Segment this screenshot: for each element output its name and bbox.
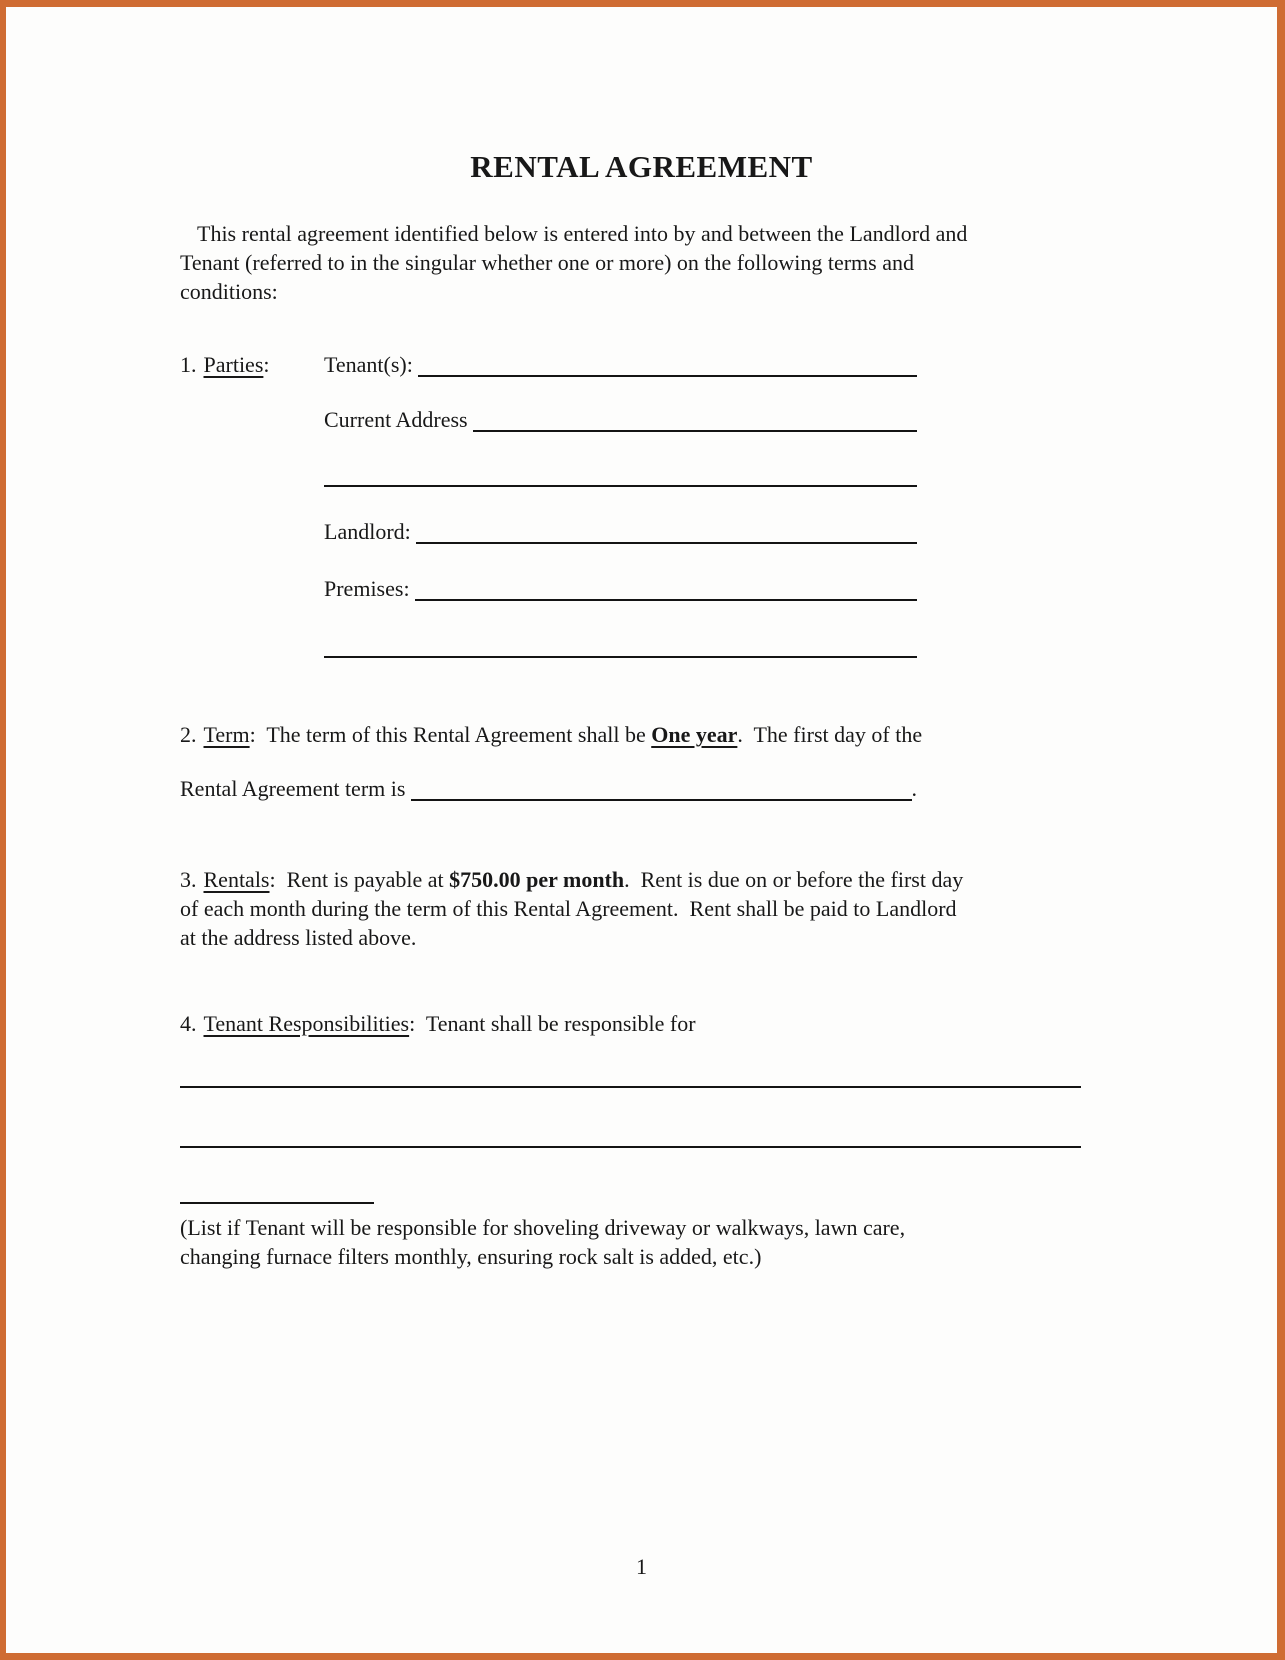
note-line-2: changing furnace filters monthly, ensuring rock salt is added, etc.) [180, 1244, 762, 1269]
field-label-current-address: Current Address [324, 407, 474, 432]
intro-line-1: This rental agreement identified below is entered into by and between the Landlord and [197, 221, 968, 246]
fill-in-line-responsibilities-2 [180, 1146, 1081, 1148]
term-fill-row [180, 775, 917, 803]
field-label-premises: Premises: [324, 576, 416, 601]
fill-in-line-tenants [418, 351, 917, 377]
section-label-responsibilities: Tenant Responsibilities [203, 1011, 410, 1036]
section-label-rentals: Rentals [203, 867, 270, 892]
fill-in-line-premises [415, 575, 917, 601]
responsibilities-heading [180, 1010, 1028, 1038]
section-number-term: 2. [180, 722, 197, 747]
note-line-1: (List if Tenant will be responsible for shoveling driveway or walkways, lawn care, [180, 1215, 906, 1240]
field-row-premises [324, 575, 917, 603]
field-row-current-address [324, 406, 917, 434]
field-row-address-continuation [324, 461, 917, 489]
section-number-parties: 1. [180, 352, 197, 377]
rent-amount: $750.00 per month [449, 867, 625, 892]
section-number-responsibilities: 4. [180, 1011, 197, 1036]
intro-line-2: Tenant (referred to in the singular whether one or more) on the following terms and [180, 250, 914, 275]
term-text-after: . The first day of the [737, 722, 923, 747]
section-colon-parties: : [263, 352, 270, 377]
fill-in-line-address-continuation [324, 461, 917, 487]
intro-line-3: conditions: [180, 279, 278, 304]
term-sentence [180, 721, 1028, 749]
term-highlight: One year [651, 722, 738, 747]
field-label-tenants: Tenant(s): [324, 352, 419, 377]
section-number-rentals: 3. [180, 867, 197, 892]
section-term [180, 721, 1028, 803]
fill-in-line-term-date [411, 775, 912, 801]
intro-paragraph [180, 219, 1028, 306]
field-row-premises-continuation [324, 632, 917, 660]
fill-in-line-current-address [473, 406, 917, 432]
responsibilities-note [180, 1213, 1028, 1271]
fill-in-line-premises-continuation [324, 632, 917, 658]
document-title: RENTAL AGREEMENT [470, 149, 813, 184]
fill-in-line-responsibilities-1 [180, 1086, 1081, 1088]
section-responsibilities [180, 1010, 1028, 1271]
parties-fields [324, 351, 917, 660]
section-parties [180, 351, 1028, 660]
section-heading-parties [180, 351, 324, 660]
rentals-line-2: of each month during the term of this Rental Agreement. Rent shall be paid to Landlord [180, 896, 957, 921]
rentals-line-3: at the address listed above. [180, 925, 417, 950]
field-row-tenants [324, 351, 917, 379]
section-rentals [180, 865, 1028, 952]
page-number: 1 [636, 1554, 647, 1579]
section-label-term: Term [203, 722, 250, 747]
field-row-landlord [324, 518, 917, 546]
term-fill-label: Rental Agreement term is [180, 776, 411, 801]
rentals-text-before: : Rent is payable at [269, 867, 450, 892]
section-label-parties: Parties [203, 352, 264, 377]
rentals-line-1 [180, 865, 1028, 894]
fill-in-line-responsibilities-3 [180, 1202, 374, 1204]
responsibilities-text: : Tenant shall be responsible for [409, 1011, 696, 1036]
term-period: . [911, 776, 917, 801]
rentals-text-after: . Rent is due on or before the first day [624, 867, 964, 892]
term-text-before: : The term of this Rental Agreement shall be [249, 722, 652, 747]
field-label-landlord: Landlord: [324, 519, 417, 544]
fill-in-line-landlord [416, 518, 917, 544]
